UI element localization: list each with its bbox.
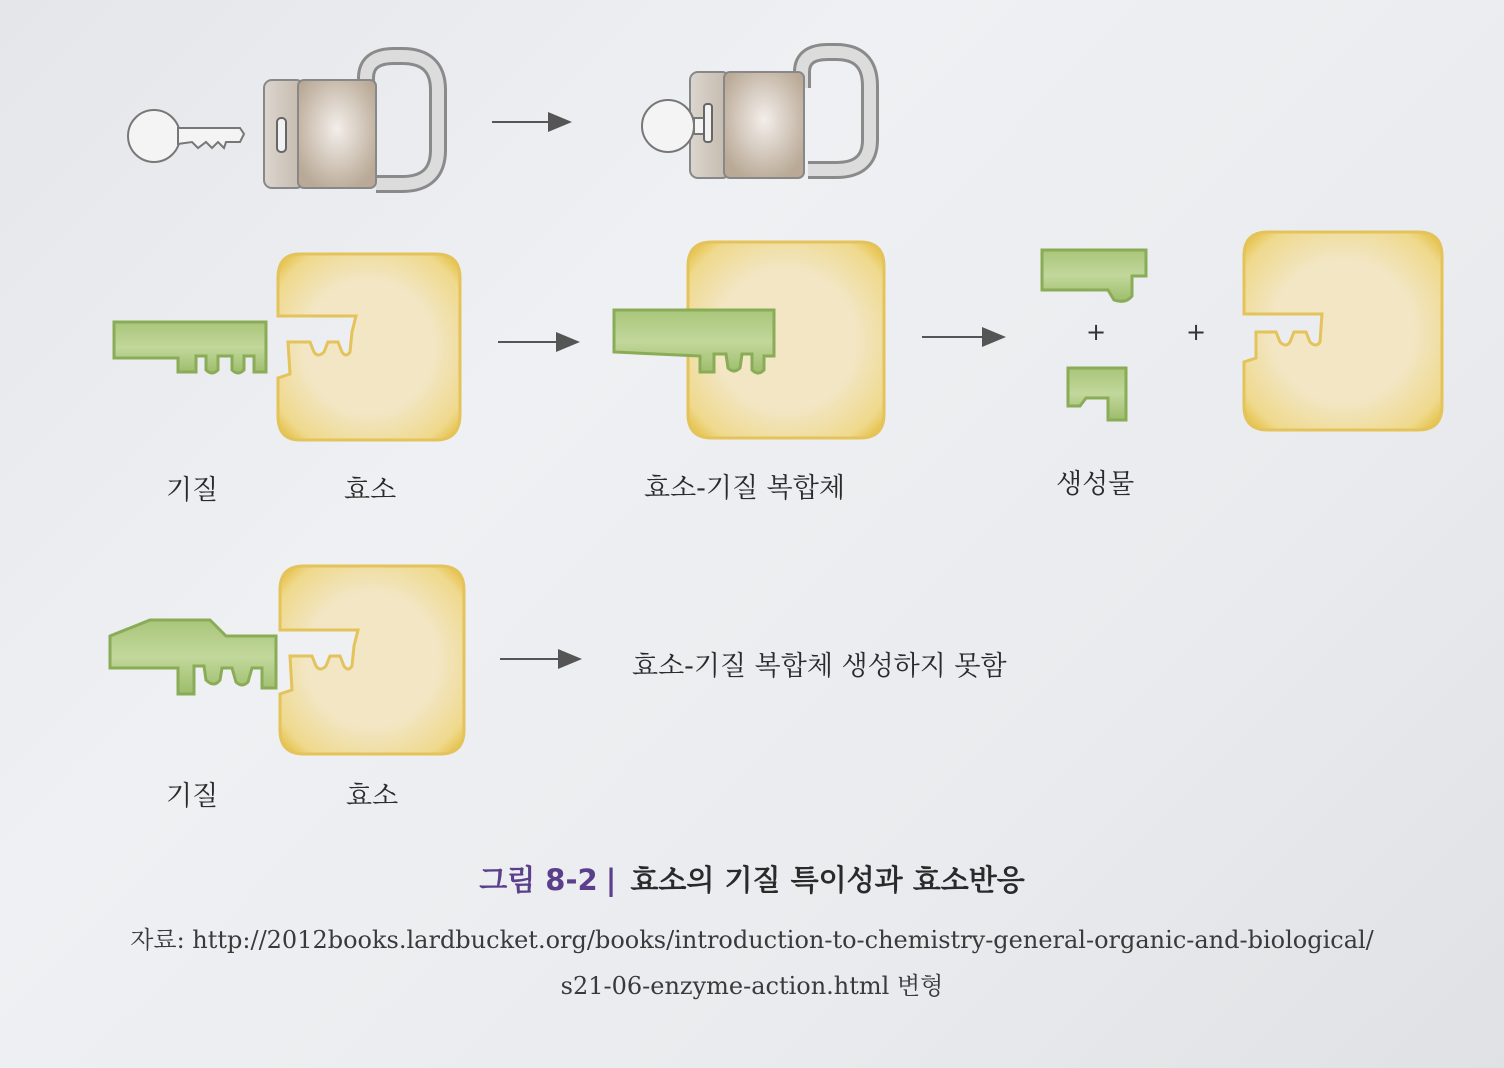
substrate-shape-2 <box>110 620 276 694</box>
source-line-2: s21-06-enzyme-action.html 변형 <box>560 972 944 1000</box>
figure-caption <box>0 858 1504 899</box>
caption-separator: | <box>605 863 617 897</box>
substrate-shape-1 <box>114 322 266 373</box>
padlock-icon <box>264 56 438 188</box>
figure-title: 효소의 기질 특이성과 효소반응 <box>630 863 1025 897</box>
plus-sign-1: + <box>1086 318 1107 346</box>
label-complex: 효소-기질 복합체 <box>644 473 845 504</box>
label-no-complex: 효소-기질 복합체 생성하지 못함 <box>632 651 1007 682</box>
product-bottom <box>1068 368 1126 420</box>
enzyme-shape-1 <box>278 254 460 440</box>
key-in-lock <box>642 52 870 178</box>
source-line-1: 자료: http://2012books.lardbucket.org/books/introduction-to-chemistry-general-organic-and-biological/ <box>130 926 1374 954</box>
label-enzyme-2: 효소 <box>346 781 399 812</box>
label-substrate-2: 기질 <box>166 781 219 812</box>
label-products: 생성물 <box>1056 469 1135 500</box>
plus-sign-2: + <box>1186 318 1207 346</box>
label-substrate-1: 기질 <box>166 475 219 506</box>
enzyme-shape-released <box>1244 232 1442 430</box>
label-enzyme-1: 효소 <box>344 475 397 506</box>
product-top <box>1042 250 1146 301</box>
enzyme-substrate-complex <box>614 242 884 438</box>
key-icon <box>128 110 244 162</box>
figure-number: 그림 8-2 <box>479 863 598 897</box>
enzyme-shape-2 <box>280 566 464 754</box>
key-and-lock-separate <box>128 56 438 188</box>
